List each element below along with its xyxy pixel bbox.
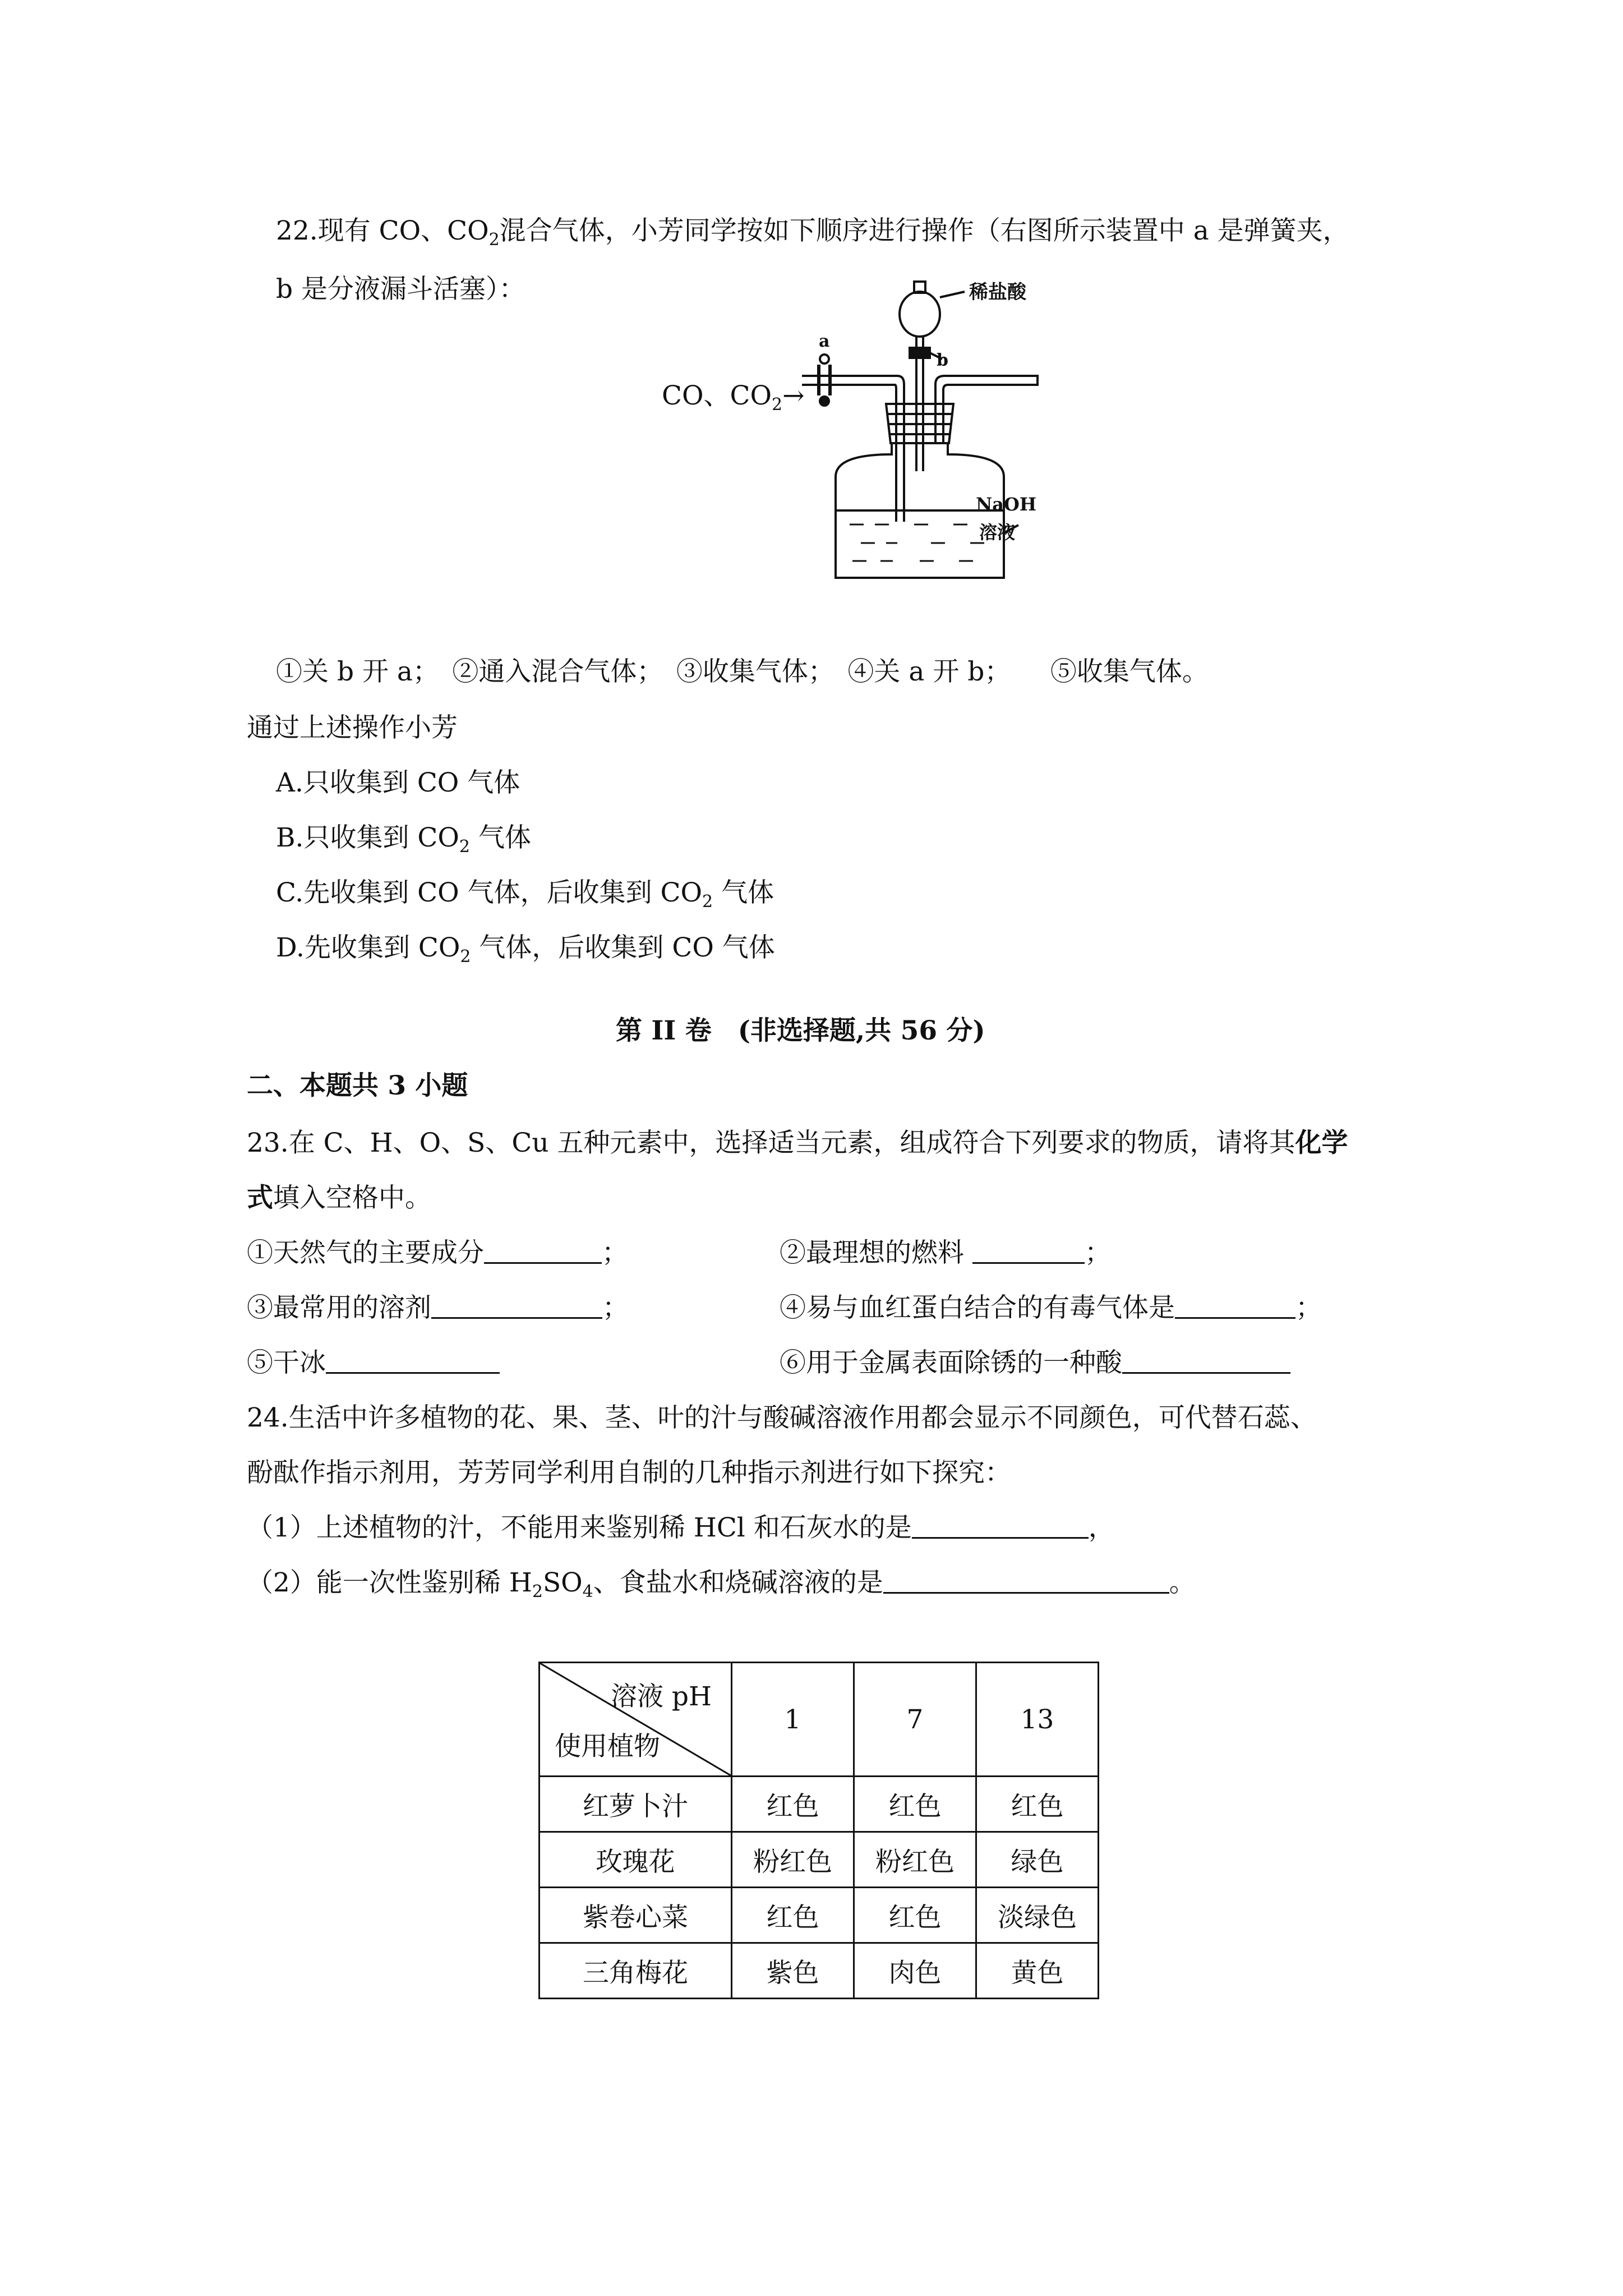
punctuation: ， [1088,1512,1115,1543]
answer-blank[interactable] [883,1566,1169,1594]
label-acid: 稀盐酸 [969,281,1026,303]
option-text: B.只收集到 CO [276,822,459,853]
q22-steps: ①关 b 开 a； ②通入混合气体； ③收集气体； ④关 a 开 b； ⑤收集气体。 [276,656,1209,687]
q23-item-2 [780,1236,1111,1270]
q23-item-1 [247,1236,628,1270]
item-text: ②最理想的燃料 [780,1237,972,1268]
table-cell: 红色 [854,1777,976,1832]
table-plant-cell: 玫瑰花 [540,1832,732,1888]
item-text: ①天然气的主要成分 [247,1237,484,1268]
q23-line-2 [247,1181,431,1215]
option-text: 气体 [713,877,774,908]
table-corner-cell [540,1663,732,1777]
table-row [540,1777,1099,1832]
table-cell: 红色 [854,1888,976,1943]
q22-option-a: A.只收集到 CO 气体 [276,767,520,798]
q23-item-5 [247,1346,500,1380]
answer-blank[interactable] [912,1511,1089,1539]
q23-bold-text: 式 [247,1182,273,1213]
subscript: 2 [702,892,713,912]
semicolon: ； [1295,1292,1322,1323]
item-text: ⑥用于金属表面除锈的一种酸 [780,1347,1122,1378]
option-text: 气体，后收集到 CO 气体 [471,932,775,963]
q23-bold-text: 化学 [1295,1128,1348,1158]
q23-text: 填入空格中。 [273,1182,431,1213]
q22-stem: 通过上述操作小芳 [247,712,458,743]
item-text: ⑤干冰 [247,1347,326,1378]
label-naoh: NaOH [976,494,1037,515]
table-cell: 粉红色 [732,1832,854,1888]
subscript: 2 [460,947,471,967]
q23-item-6 [780,1346,1290,1380]
subscript: 4 [582,1582,593,1602]
table-header-row [540,1663,1099,1777]
sub-question-text: （2）能一次性鉴别稀 H [247,1567,532,1598]
label-a: a [819,332,830,351]
q22-option-d [276,931,775,965]
answer-blank[interactable] [431,1291,602,1319]
table-plant-cell: 红萝卜汁 [540,1777,732,1832]
semicolon: ； [602,1237,628,1268]
indicator-color-table [538,1662,1099,1999]
answer-blank[interactable] [1175,1291,1295,1319]
table-header-cell: 1 [732,1663,854,1777]
table-cell: 红色 [976,1777,1099,1832]
label-b: b [937,351,948,370]
q22-line-1 [276,214,1349,248]
sub-question-text: SO [542,1567,583,1598]
q23-line-1 [247,1126,1348,1160]
q22-line-2: b 是分液漏斗活塞）： [276,274,525,305]
table-plant-cell: 三角梅花 [540,1943,732,1999]
table-header-cell: 7 [854,1663,976,1777]
table-cell: 绿色 [976,1832,1099,1888]
gas-label-text: CO、CO [662,380,772,411]
subscript: 2 [488,230,500,250]
stopcock-b [910,348,930,358]
item-text: ④易与血红蛋白结合的有毒气体是 [780,1292,1175,1323]
table-cell: 红色 [732,1888,854,1943]
answer-blank[interactable] [1122,1346,1290,1374]
table-plant-cell: 紫卷心菜 [540,1888,732,1943]
answer-blank[interactable] [326,1346,500,1374]
answer-blank[interactable] [972,1236,1085,1264]
q24-line-1: 24.生活中许多植物的花、果、茎、叶的汁与酸碱溶液作用都会显示不同颜色，可代替石蕊、 [247,1402,1317,1433]
option-text: D.先收集到 CO [276,932,460,963]
gas-collection-apparatus-diagram [651,275,1043,589]
sub-question-text: 、食盐水和烧碱溶液的是 [593,1567,883,1598]
subscript: 2 [459,837,471,857]
section-title: 第 II 卷 (非选择题,共 56 分) [616,1015,985,1046]
answer-blank[interactable] [484,1236,602,1264]
subscript: 2 [772,395,783,415]
q24-sub-2 [247,1566,1196,1600]
acid-pointer [940,292,965,297]
q23-item-3 [247,1291,629,1325]
table-cell: 肉色 [854,1943,976,1999]
funnel-bulb [900,292,940,337]
table-row [540,1943,1099,1999]
table-cell: 粉红色 [854,1832,976,1888]
item-text: ③最常用的溶剂 [247,1292,431,1323]
q24-sub-1 [247,1511,1115,1545]
corner-label-ph: 溶液 pH [610,1681,712,1712]
option-text: C.先收集到 CO 气体，后收集到 CO [276,877,703,908]
q22-option-c [276,876,774,910]
q22-text: 混合气体，小芳同学按如下顺序进行操作（右图所示装置中 a 是弹簧夹， [499,215,1349,246]
table-row [540,1888,1099,1943]
q24-line-2: 酚酞作指示剂用，芳芳同学利用自制的几种指示剂进行如下探究： [247,1457,1011,1488]
semicolon: ； [602,1292,629,1323]
corner-label-plant: 使用植物 [555,1731,660,1762]
semicolon: ； [1084,1237,1111,1268]
sub-question-text: （1）上述植物的汁，不能用来鉴别稀 HCl 和石灰水的是 [247,1512,912,1543]
table-cell: 淡绿色 [976,1888,1099,1943]
punctuation: 。 [1169,1567,1196,1598]
table-cell: 紫色 [732,1943,854,1999]
table-header-cell: 13 [976,1663,1099,1777]
label-solution: 溶液 [979,522,1016,543]
subscript: 2 [532,1582,543,1602]
option-text: 气体 [470,822,531,853]
q23-text: 23.在 C、H、O、S、Cu 五种元素中，选择适当元素，组成符合下列要求的物质，请将其 [247,1128,1295,1158]
q22-text: 22.现有 CO、CO [276,215,489,246]
section-heading: 二、本题共 3 小题 [247,1070,468,1101]
table-cell: 红色 [732,1777,854,1832]
q22-option-b [276,821,531,855]
q23-item-4 [780,1291,1322,1325]
table-cell: 黄色 [976,1943,1099,1999]
table-row [540,1832,1099,1888]
gas-arrow: → [782,380,805,411]
